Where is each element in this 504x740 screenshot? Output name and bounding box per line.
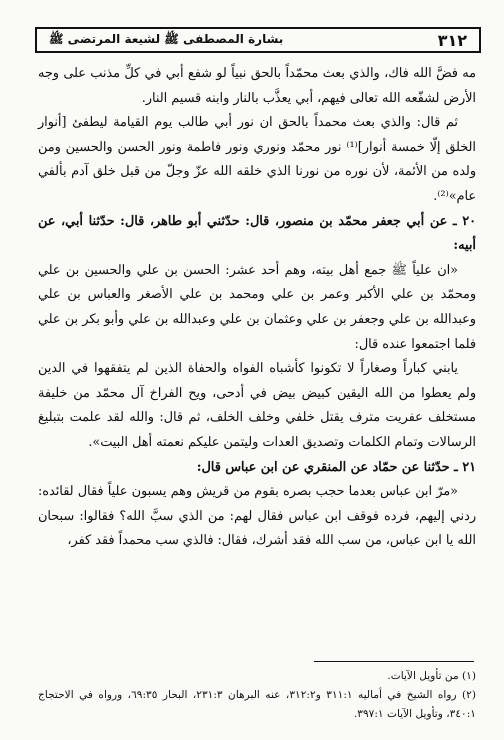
book-title: بشارة المصطفى ﷺ لشيعة المرتضى ﷺ [49,31,284,46]
paragraph: «مرّ ابن عباس بعدما حجب بصره بقوم من قريش وهم يسبون علياً فقال لقائده: ردني إليهم، فرده فوقف ابن عباس فقال لهم: من الذي سبَّ الله؟ فقالوا: سبحان الله يا ابن عباس، من سب الله فقد أشرك، فقال: فالذي سب محمداً فقد كفر، [38,484,476,549]
paragraph: «ان علياً ﷺ جمع أهل بيته، وهم أحد عشر: الحسن بن علي والحسين بن علي ومحمّد بن علي الأكبر وعمر بن علي ومحمد بن علي الأصغر والعباس بن علي وعبدالله بن علي وجعفر بن علي وعثمان بن علي وعبدالله بن علي وأبو بكر بن علي فلما اجتمعوا عنده قال: [38,262,476,352]
running-header [35,27,481,53]
footnotes [38,667,476,724]
hadith-heading: ٢١ ـ حدّثنا عن حمّاد عن المنقري عن ابن عباس قال: [196,459,476,475]
paragraph: ثم قال: والذي بعث محمداً بالحق ان نور أبي طالب يوم القيامة ليطفئ [أنوار الخلق إلّا خمسة أنوار]⁽¹⁾ نور محمّد ونوري ونور فاطمة ونور الحسن والحسين ومن ولده من الأئمة، لأن نوره من نورنا الذي خلقه الله عزّ وجلّ من قبل خلق آدم بألفي عام»⁽²⁾. [38,115,476,204]
paragraph: مه فضَّ الله فاك، والذي بعث محمّداً بالحق نبياً لو شفع أبي في كلِّ مذنب على وجه الأرض لشفّعه الله تعالى فيهم، أبي يعذَّب بالنار وابنه قسيم النار. [38,66,476,106]
main-text [38,62,476,554]
footnote: (٢) رواه الشيخ في أماليه ٣١١:١ و٣١٢:٢، عنه البرهان ٢٣١:٣، البحار ٦٩:٣٥، ورواه في الاحتجاج ٣٤٠:١، وتأويل الآيات ٣٩٧:١. [38,689,476,720]
footnote-divider [314,661,474,662]
footnote: (١) من تأويل الآيات. [387,670,476,682]
paragraph: يابني كباراً وصغاراً لا تكونوا كأشباه الفواه والحفاة الذين لم يتفقهوا في الدين ولم يعطوا من الله اليقين كبيض بيض في أدحى، ويح الفراخ آل محمّد من خليفة مستخلف عفريت مترف يقتل خلفي وخلف الخلف، ثم قال: والله لقد علمت بتبليغ الرسالات وتمام الكلمات وتصديق العدات وليتمن عليكم نعمته أهل البيت». [38,361,476,450]
page-number: ٣١٢ [437,30,467,50]
hadith-heading: ٢٠ ـ عن أبي جعفر محمّد بن منصور، قال: حدّثني أبو طاهر، قال: حدّثنا أبي، عن أبيه: [38,213,476,254]
